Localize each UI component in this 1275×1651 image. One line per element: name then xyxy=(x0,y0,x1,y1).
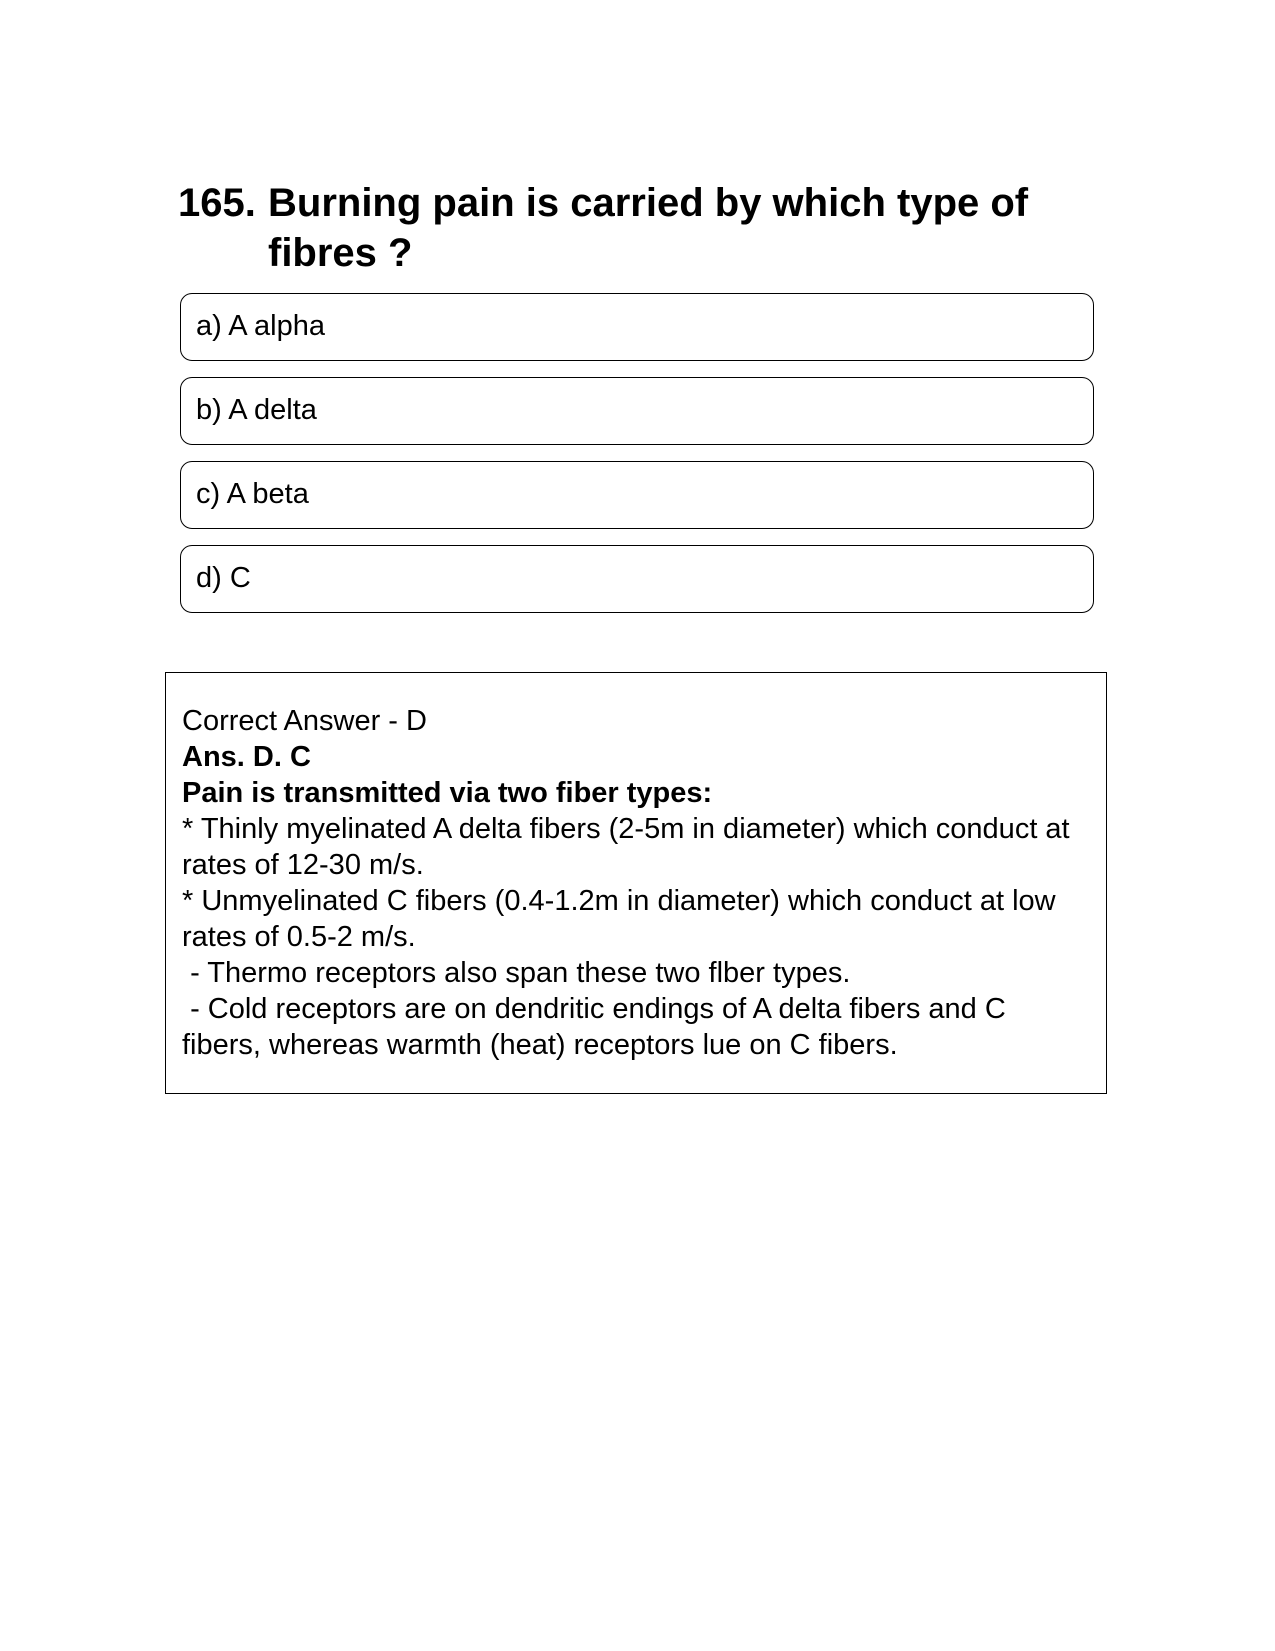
option-c[interactable]: c) A beta xyxy=(180,461,1094,529)
explanation-point: * Unmyelinated C fibers (0.4-1.2m in diameter) which conduct at low rates of 0.5-2 m/s. xyxy=(182,885,1056,953)
option-a[interactable]: a) A alpha xyxy=(180,293,1094,361)
answer-line: Ans. D. C xyxy=(182,741,311,773)
explanation-point: - Cold receptors are on dendritic endings of A delta fibers and C fibers, whereas warmth (heat) receptors lue on C fibers. xyxy=(182,993,1014,1061)
question-number: 165. xyxy=(178,181,256,225)
option-b[interactable]: b) A delta xyxy=(180,377,1094,445)
option-d[interactable]: d) C xyxy=(180,545,1094,613)
correct-answer-line: Correct Answer - D xyxy=(182,705,427,737)
question xyxy=(178,178,1078,278)
options-list xyxy=(180,293,1094,629)
answer-explanation-box xyxy=(165,672,1107,1094)
explanation-point: - Thermo receptors also span these two flber types. xyxy=(182,957,851,989)
question-text: Burning pain is carried by which type of fibres ? xyxy=(268,181,1029,275)
explanation-point: * Thinly myelinated A delta fibers (2-5m in diameter) which conduct at rates of 12-30 m/s. xyxy=(182,813,1070,881)
explanation-heading: Pain is transmitted via two fiber types: xyxy=(182,777,713,809)
